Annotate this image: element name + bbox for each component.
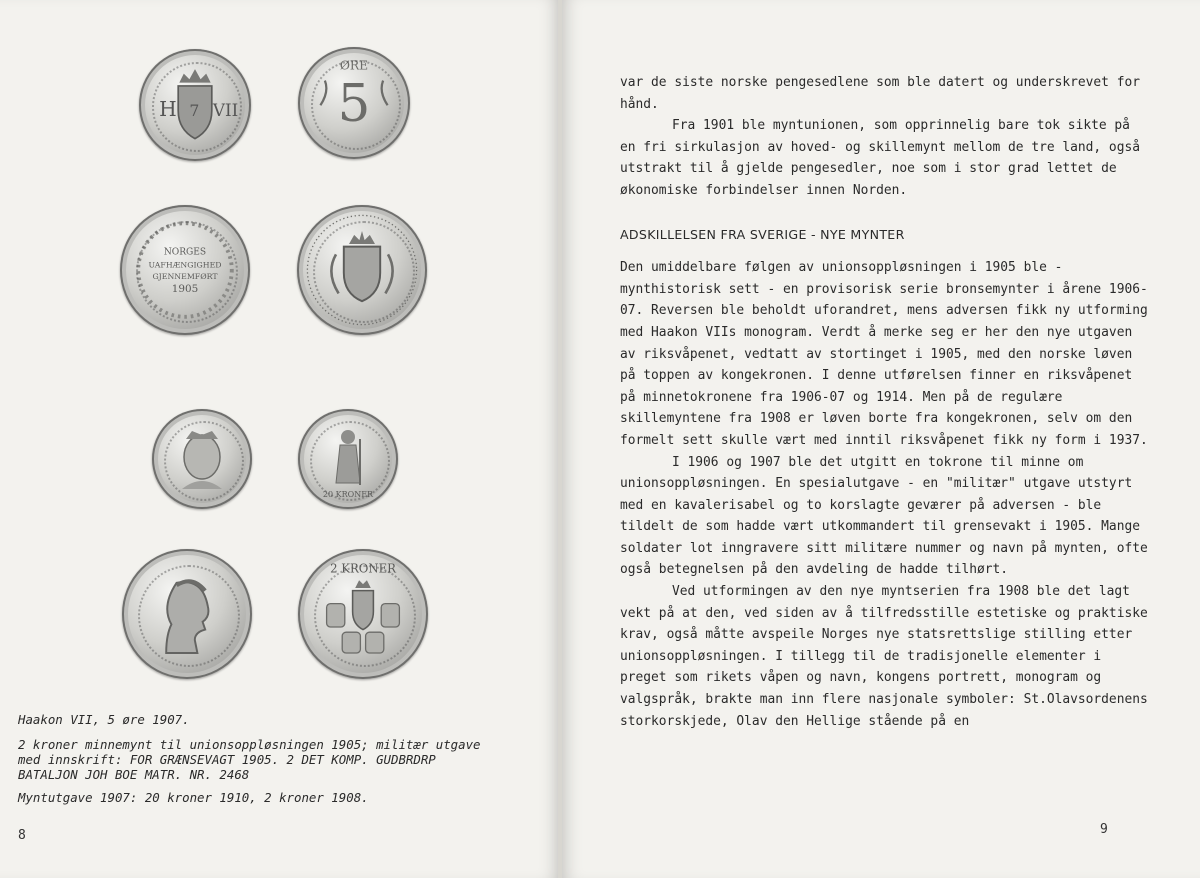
coin-20-kroner-1910-reverse — [298, 409, 398, 509]
svg-text:UAFHÆNGIGHED: UAFHÆNGIGHED — [148, 260, 222, 270]
wreath-inscription-icon — [120, 205, 250, 335]
svg-text:7: 7 — [189, 101, 200, 121]
svg-text:20 KRONER: 20 KRONER — [322, 490, 374, 499]
caption-5-ore: Haakon VII, 5 øre 1907. — [18, 712, 190, 727]
coin-2-kroner-1905-reverse — [297, 205, 427, 335]
cross-of-arms-icon — [298, 549, 428, 679]
coin-2-kroner-1908-reverse — [298, 549, 428, 679]
crown-shield-icon — [139, 49, 251, 161]
section-heading: ADSKILLELSEN FRA SVERIGE - NYE MYNTER — [620, 226, 905, 242]
svg-text:H: H — [159, 97, 177, 122]
paragraph-unionsopplosningen: Den umiddelbare følgen av unionsoppløsningen i 1905 ble - mynthistorisk sett - en provisorisk serie bronsemynter i årene 1906-07. Reversen ble beholdt uforandret, mens adversen fikk ny utforming med Haakon VIIs monogram. Verdt å merke seg er her den nye utgaven av riksvåpenet, vedtatt av stortinget i 1905, med den norske løven på toppen av kongekronen. I denne utførelsen finner en riksvåpenet på minnetokronene fra 1906-07 og 1914. Men på de regulære skillemyntene fra 1908 er løven borte fra kongekronen, selv om den formelt sett skulle vært med inntil riksvåpenet fikk ny form i 1937. — [620, 260, 1148, 448]
coin-2-kroner-1905-obverse — [120, 205, 250, 335]
right-page — [562, 0, 1200, 878]
paragraph-myntserien-1908: Ved utformingen av den nye myntserien fra 1908 ble det lagt vekt på at den, ved siden av å tilfredsstille estetiske og praktiske krav, også måtte avspeile Norges nye statsrettslige stilling etter unionsoppløsningen. I tillegg til de tradisjonelle elementer i preget som rikets våpen og navn, kongens portrett, monogram og valgspråk, brakte man inn flere nasjonale symboler: St.Olavsordenens storkorskjede, Olav den Hellige stående på en — [620, 584, 1148, 729]
coin-20-kroner-1910-obverse — [152, 409, 252, 509]
caption-myntutgave-1907: Myntutgave 1907: 20 kroner 1910, 2 kroner 1908. — [18, 790, 369, 805]
paragraph-myntunionen: Fra 1901 ble myntunionen, som opprinnelig bare tok sikte på en fri sirkulasjon av hoved- og skillemynt mellom de tre land, også utstrakt til å gjelde pengesedler, noe som i stor grad lettet de økonomiske forbindelser innen Norden. — [620, 118, 1140, 198]
paragraph-banknotes: var de siste norske pengesedlene som ble datert og underskrevet for hånd. — [620, 75, 1140, 112]
right-page-body — [620, 72, 1150, 732]
page-number-right: 9 — [1100, 822, 1108, 837]
svg-text:NORGES: NORGES — [163, 247, 207, 258]
coin-2-kroner-1908-obverse — [122, 549, 252, 679]
page-number-left: 8 — [18, 828, 26, 843]
paragraph-tokrone: I 1906 og 1907 ble det utgitt en tokrone til minne om unionsoppløsningen. En spesialutgave - en "militær" utgave utstyrt med en kavalerisabel og to korslagte geværer på adversen - ble tildelt de som hadde vært utkommandert til grensevakt i 1905. Mange soldater lot inngravere sitt militære nummer og navn på mynten, ofte også betegnelsen på den avdeling de hadde tilhørt. — [620, 454, 1148, 578]
coat-of-arms-icon — [297, 205, 427, 335]
svg-text:ØRE: ØRE — [339, 58, 369, 73]
st-olav-standing-icon — [298, 409, 398, 509]
caption-2-kroner-minnemynt: 2 kroner minnemynt til unionsoppløsningen 1905; militær utgave med innskrift: FOR GRÆNSEVAGT 1905. 2 DET KOMP. GUDBRDRP BATALJON JOH BOE MATR. NR. 2468 — [18, 737, 481, 782]
left-page — [0, 0, 560, 878]
coin-5-ore-obverse — [139, 49, 251, 161]
numeral-5-icon — [298, 47, 410, 159]
svg-text:GJENNEMFØRT: GJENNEMFØRT — [152, 272, 218, 282]
svg-text:5: 5 — [337, 73, 371, 134]
coin-5-ore-reverse — [298, 47, 410, 159]
svg-text:1905: 1905 — [171, 283, 199, 296]
svg-text:2 KRONER: 2 KRONER — [330, 561, 396, 576]
svg-text:VII: VII — [212, 100, 239, 121]
king-portrait-icon — [152, 409, 252, 509]
king-profile-icon — [122, 549, 252, 679]
